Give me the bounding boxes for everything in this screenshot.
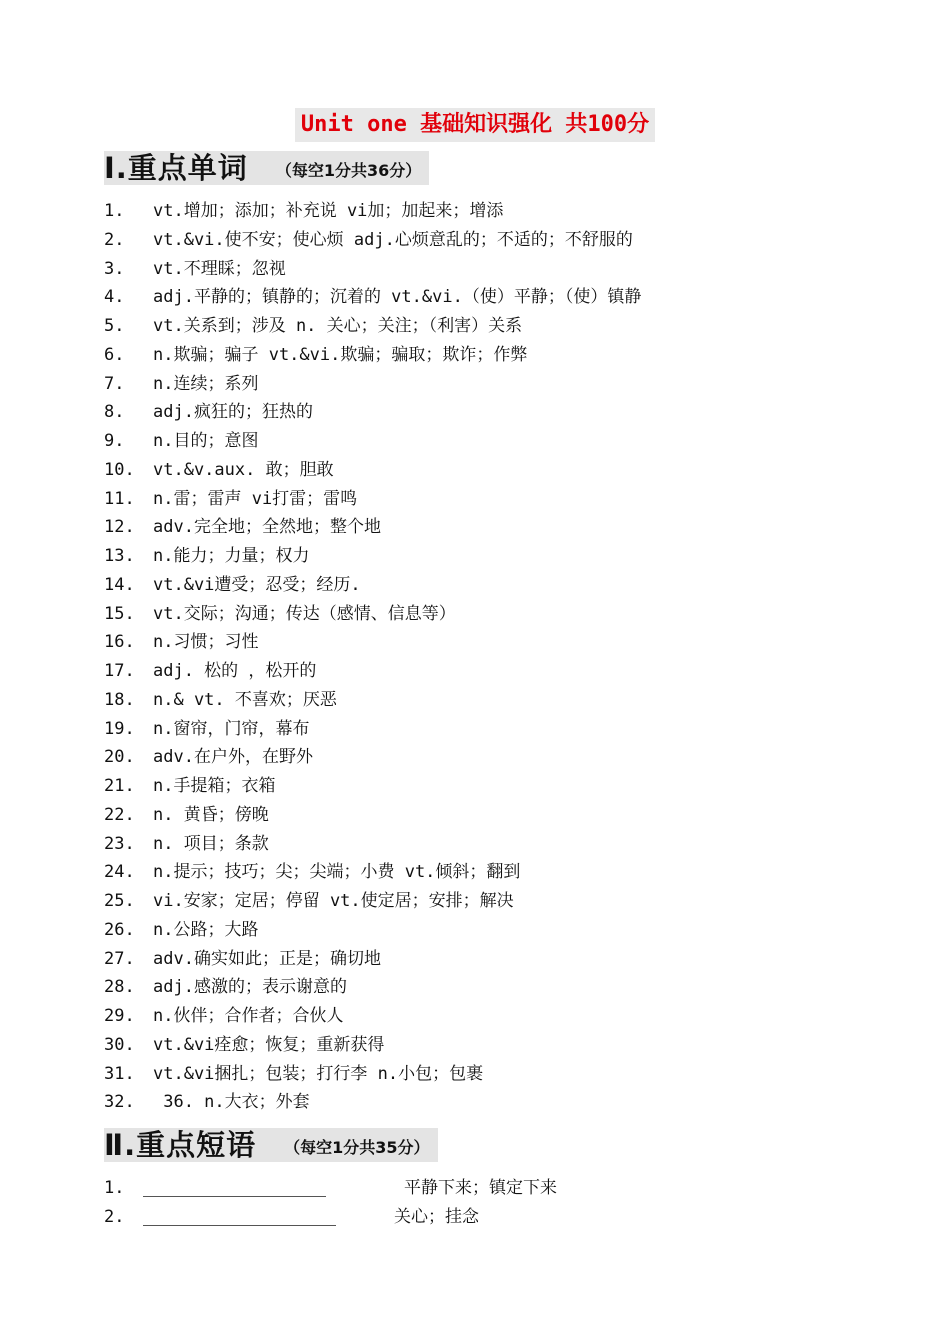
item-number: 6. (104, 344, 125, 365)
item-definition: n.习惯；习性 (153, 632, 259, 653)
word-item (104, 255, 641, 284)
item-definition: n.目的；意图 (153, 431, 259, 451)
item-number: 14. (104, 574, 135, 595)
word-item (104, 686, 641, 715)
item-number: 5. (104, 316, 125, 336)
item-number: 4. (104, 287, 125, 308)
section2-header (104, 1128, 438, 1162)
word-item (104, 830, 641, 859)
item-number: 15. (104, 603, 135, 624)
item-definition: vt.&v.aux. 敢；胆敢 (153, 459, 334, 480)
word-item (104, 743, 641, 772)
item-definition: adj. 松的 ，松开的 (153, 661, 317, 681)
section1-header (104, 151, 429, 185)
item-number: 2. (104, 229, 125, 250)
item-definition: n.连续；系列 (153, 373, 259, 394)
item-definition: vt.不理睬；忽视 (153, 258, 286, 279)
item-number: 8. (104, 402, 125, 423)
item-number: 22. (104, 804, 135, 825)
phrase-meaning: 关心；挂念 (394, 1206, 479, 1227)
word-item (104, 370, 641, 399)
word-list (104, 197, 641, 1117)
word-item (104, 945, 641, 974)
word-item (104, 542, 641, 571)
item-number: 12. (104, 517, 135, 538)
word-item (104, 628, 641, 657)
word-item (104, 341, 641, 370)
word-item (104, 312, 641, 341)
item-number: 29. (104, 1006, 135, 1026)
item-number: 20. (104, 747, 135, 768)
answer-blank[interactable] (143, 1207, 336, 1226)
word-item (104, 283, 641, 312)
item-definition: 36. n.大衣；外套 (153, 1092, 310, 1113)
item-number: 17. (104, 661, 135, 681)
item-number: 28. (104, 977, 135, 998)
word-item (104, 571, 641, 600)
word-item (104, 1002, 641, 1031)
item-number: 11. (104, 488, 135, 509)
item-definition: n. 黄昏；傍晚 (153, 804, 269, 825)
word-item (104, 916, 641, 945)
word-item (104, 456, 641, 485)
word-item (104, 398, 641, 427)
word-item (104, 887, 641, 916)
section2-score: （每空1分共35分） (284, 1138, 430, 1157)
item-definition: adv.完全地；全然地；整个地 (153, 517, 381, 538)
item-number: 21. (104, 776, 135, 796)
item-definition: vt.关系到；涉及 n. 关心；关注；（利害）关系 (153, 316, 523, 336)
item-number: 3. (104, 258, 125, 279)
answer-blank[interactable] (143, 1178, 326, 1197)
word-item (104, 485, 641, 514)
item-number: 25. (104, 891, 135, 911)
word-item (104, 197, 641, 226)
item-definition: adj.感激的；表示谢意的 (153, 977, 347, 998)
document-title-wrap (0, 108, 950, 142)
item-number: 27. (104, 948, 135, 969)
item-number: 24. (104, 862, 135, 883)
item-number: 23. (104, 833, 135, 854)
item-number: 16. (104, 632, 135, 653)
item-definition: adv.确实如此；正是；确切地 (153, 948, 381, 969)
item-definition: n.能力；力量；权力 (153, 546, 310, 566)
section1-title: Ⅰ.重点单词 (104, 151, 248, 185)
item-definition: n.& vt. 不喜欢；厌恶 (153, 689, 337, 710)
word-item (104, 657, 641, 686)
word-item (104, 973, 641, 1002)
item-definition: adj.平静的；镇静的；沉着的 vt.&vi.（使）平静；（使）镇静 (153, 287, 642, 308)
word-item (104, 801, 641, 830)
word-item (104, 427, 641, 456)
section2-title: Ⅱ.重点短语 (104, 1128, 257, 1162)
item-number: 26. (104, 919, 135, 940)
item-definition: n.提示；技巧；尖；尖端；小费 vt.倾斜；翻到 (153, 862, 521, 883)
item-definition: n.欺骗；骗子 vt.&vi.欺骗；骗取；欺诈；作弊 (153, 344, 528, 365)
item-number: 18. (104, 689, 135, 710)
phrase-item (104, 1203, 557, 1232)
item-number: 1. (104, 201, 125, 221)
word-item (104, 772, 641, 801)
item-number: 19. (104, 718, 135, 739)
item-definition: n.公路；大路 (153, 919, 259, 940)
document-title: Unit one 基础知识强化 共100分 (295, 108, 655, 142)
item-number: 31. (104, 1063, 135, 1084)
item-definition: vt.&vi遭受；忍受；经历. (153, 574, 361, 595)
item-definition: vt.&vi痊愈；恢复；重新获得 (153, 1034, 385, 1055)
item-definition: vt.增加；添加；补充说 vi加；加起来；增添 (153, 201, 504, 221)
word-item (104, 513, 641, 542)
item-definition: vt.交际；沟通；传达（感情、信息等） (153, 603, 456, 624)
word-item (104, 1060, 641, 1089)
section1-score: （每空1分共36分） (275, 161, 422, 180)
word-item (104, 600, 641, 629)
phrase-list (104, 1174, 557, 1232)
item-number: 2. (104, 1206, 125, 1227)
phrase-item (104, 1174, 557, 1203)
word-item (104, 858, 641, 887)
item-number: 30. (104, 1034, 135, 1055)
item-definition: n.伙伴；合作者；合伙人 (153, 1006, 344, 1026)
item-definition: vt.&vi捆扎；包装；打行李 n.小包；包裹 (153, 1063, 484, 1084)
item-definition: vt.&vi.使不安；使心烦 adj.心烦意乱的；不适的；不舒服的 (153, 229, 633, 250)
word-item (104, 715, 641, 744)
item-number: 7. (104, 373, 125, 394)
item-number: 32. (104, 1092, 135, 1113)
word-item (104, 226, 641, 255)
item-definition: n.雷；雷声 vi打雷；雷鸣 (153, 488, 358, 509)
item-definition: n. 项目；条款 (153, 833, 269, 854)
word-item (104, 1088, 641, 1117)
item-definition: n.手提箱；衣箱 (153, 776, 276, 796)
word-item (104, 1031, 641, 1060)
item-number: 13. (104, 546, 135, 566)
item-definition: n.窗帘，门帘，幕布 (153, 718, 310, 739)
item-number: 9. (104, 431, 125, 451)
item-definition: vi.安家；定居；停留 vt.使定居；安排；解决 (153, 891, 514, 911)
item-definition: adv.在户外，在野外 (153, 747, 313, 768)
item-definition: adj.疯狂的；狂热的 (153, 402, 313, 423)
item-number: 1. (104, 1178, 125, 1198)
item-number: 10. (104, 459, 135, 480)
phrase-meaning: 平静下来；镇定下来 (404, 1178, 557, 1198)
